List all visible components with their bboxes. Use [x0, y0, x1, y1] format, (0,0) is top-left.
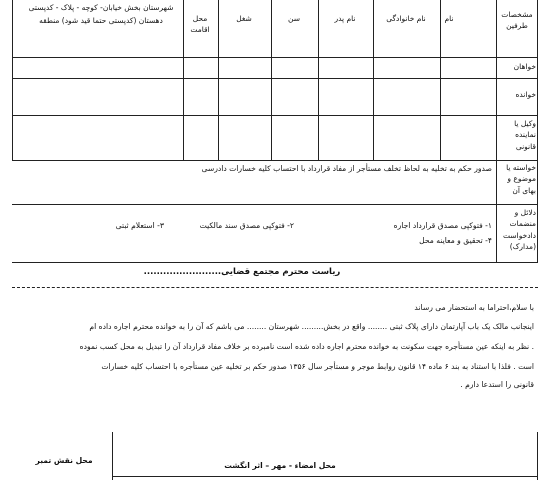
letter-line-3: است . فلذا با استناد به بند ۶ ماده ۱۴ قانون روابط موجر و مستأجر سال ۱۳۵۶ صدور حکم بر تخلیه عین مستأجره با احتساب کلیه خسارات — [101, 362, 534, 371]
evidence-item-4: ۴- تحقیق و معاینه محل — [419, 236, 492, 245]
table-border-left — [12, 0, 13, 160]
header-residence: محل اقامت — [190, 14, 210, 34]
label-column-divider — [496, 0, 497, 262]
row-label-plaintiff: خواهان — [513, 62, 536, 71]
claim-text: صدور حکم به تخلیه به لحاظ تخلف مستأجر از مفاد قرارداد با احتساب کلیه خسارات دادرسی — [201, 164, 492, 173]
letter-line-1: اینجانب مالک یک باب آپارتمان دارای پلاک ثبتی ........ واقع در بخش......... شهرستان ........ می باشم که آن را به خوانده محترم اجاره داده ام — [89, 322, 534, 331]
row-line-defendant — [12, 115, 538, 116]
evidence-item-1: ۱- فتوکپی مصدق قرارداد اجاره — [393, 221, 492, 230]
evidence-item-2: ۲- فتوکپی مصدق سند مالکیت — [199, 221, 294, 230]
stamp-area-label: محل نقش تمبر — [35, 456, 93, 465]
row-line-header — [12, 57, 538, 58]
addressee-divider — [12, 287, 538, 288]
header-address: شهرستان بخش خیابان- کوچه - پلاک - کدپستی دهستان (کدپستی حتما قید شود) منطقه — [28, 3, 174, 25]
footer-bottom-line — [112, 476, 538, 477]
evidence-item-3: ۳- استعلام ثبتی — [115, 221, 164, 230]
row-label-lawyer: وکیل یا نماینده قانونی — [514, 119, 536, 151]
header-father: نام پدر — [334, 14, 356, 23]
row-label-claim: خواسته یا موضوع و بهای آن — [506, 163, 536, 195]
row-label-defendant: خوانده — [515, 90, 536, 99]
letter-line-4: قانونی را استدعا دارم . — [460, 380, 534, 389]
header-family: نام خانوادگی — [386, 14, 426, 23]
row-label-evidence: دلائل و منضمات دادخواست (مدارک) — [502, 208, 536, 251]
header-job: شغل — [236, 14, 252, 23]
header-age: سن — [288, 14, 300, 23]
header-name: نام — [444, 14, 454, 23]
row-line-evidence — [12, 262, 538, 263]
row-line-plaintiff — [12, 78, 538, 79]
header-parties: مشخصات طرفین — [501, 10, 533, 30]
letter-greeting: با سلام،احتراما به استحضار می رساند — [414, 303, 534, 312]
letter-line-2: . نظر به اینکه عین مستأجره جهت سکونت به خوانده محترم اجاره داده شده است نامبرده بر خلاف مفاد قرارداد آن را تبدیل به محل کسب نموده — [79, 342, 534, 351]
letter-addressee: ریاست محترم مجتمع قضایی........................ — [143, 267, 341, 277]
row-line-claim — [12, 204, 538, 205]
stamp-box-border — [112, 432, 113, 480]
row-line-lawyer — [12, 160, 538, 161]
signature-area-label: محل امضاء - مهر – اثر انگشت — [224, 461, 336, 470]
